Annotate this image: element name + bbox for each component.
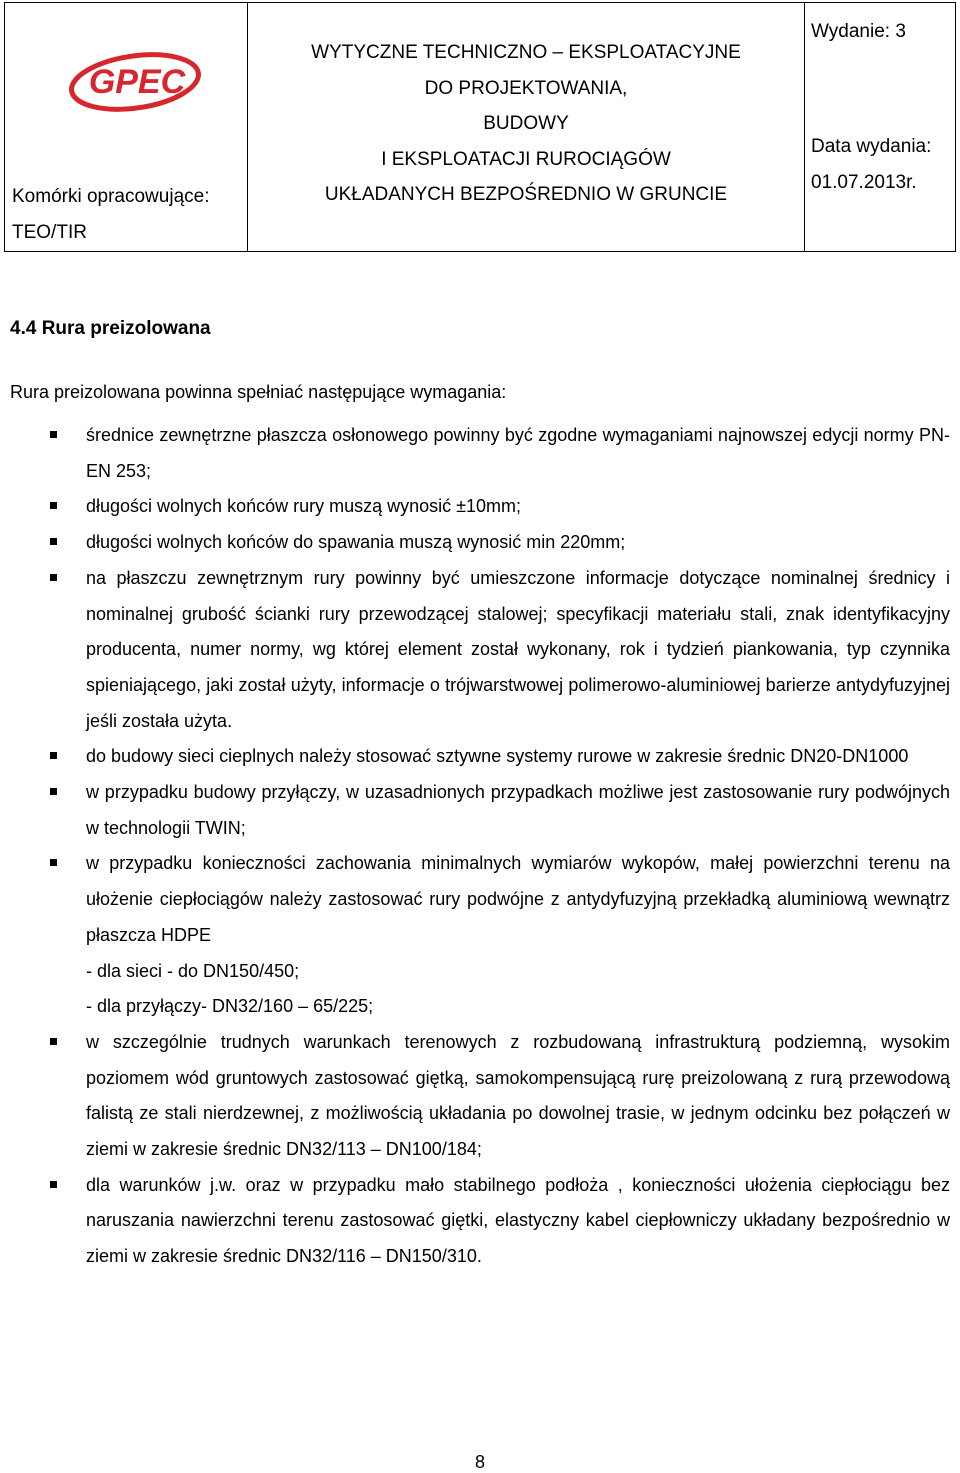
list-item (10, 418, 950, 489)
square-bullet-icon (50, 788, 57, 795)
document-header (4, 2, 956, 252)
requirement-text: w przypadku konieczności zachowania minimalnych wymiarów wykopów, małej powierzchni terenu na ułożenie ciepłociągów należy zastosować rury podwójne z antydyfuzyjną przekładką aluminiową wewnątrz płaszcza HDPE (86, 853, 950, 945)
gpec-logo (67, 47, 207, 117)
departments-label: Komórki opracowujące: (12, 186, 210, 207)
square-bullet-icon (50, 574, 57, 581)
title-line: WYTYCZNE TECHNICZNO – EKSPLOATACYJNE (311, 42, 741, 63)
header-left-cell (5, 3, 248, 251)
requirement-text: dla warunków j.w. oraz w przypadku mało stabilnego podłoża , konieczności ułożenia ciepłociągu bez naruszania nawierzchni terenu zastosować giętki, elastyczny kabel ciepłowniczy układany bezpośrednio w ziemi w zakresie średnic DN32/116 – DN150/310. (86, 1174, 950, 1267)
list-item (10, 489, 950, 525)
list-item (10, 739, 950, 775)
twin-sub-item: - dla sieci - do DN150/450; (86, 960, 300, 981)
edition-number: Wydanie: 3 (811, 21, 906, 42)
requirement-text: w przypadku budowy przyłączy, w uzasadnionych przypadkach możliwe jest zastosowanie rury podwójnych w technologii TWIN; (86, 782, 950, 838)
requirements-list (10, 418, 950, 1275)
title-line: I EKSPLOATACJI RUROCIĄGÓW (381, 148, 671, 170)
section-intro: Rura preizolowana powinna spełniać następujące wymagania: (10, 382, 507, 402)
square-bullet-icon (50, 502, 57, 509)
issue-date-block (811, 129, 931, 201)
list-item (10, 846, 950, 1025)
list-item (10, 561, 950, 740)
logo-text: GPEC (88, 63, 186, 101)
page-number: 8 (474, 1452, 485, 1472)
requirement-text: długości wolnych końców rury muszą wynosić ±10mm; (86, 496, 522, 517)
list-item (10, 1025, 950, 1168)
list-item (10, 1168, 950, 1275)
title-line: UKŁADANYCH BEZPOŚREDNIO W GRUNCIE (324, 184, 728, 206)
header-right-cell (805, 3, 955, 251)
section-title: 4.4 Rura preizolowana (10, 318, 211, 339)
square-bullet-icon (50, 1038, 57, 1045)
issue-date-value: 01.07.2013r. (811, 172, 917, 193)
issue-date-label: Data wydania: (811, 136, 932, 157)
requirement-text: w szczególnie trudnych warunkach terenowych z rozbudowaną infrastrukturą podziemną, wysokim poziomem wód gruntowych zastosować giętką, samokompensującą rurę preizolowaną z rurą przewodową falistą ze stali nierdzewnej, z możliwością układania po dowolnej trasie, w jednym odcinku bez połączeń w ziemi w zakresie średnic DN32/113 – DN100/184; (86, 1031, 950, 1160)
document-title (248, 35, 804, 213)
square-bullet-icon (50, 431, 57, 438)
requirement-text: na płaszczu zewnętrznym rury powinny być umieszczone informacje dotyczące nominalnej średnicy i nominalnej grubość ścianki rury przewodzącej stalowej; specyfikacji materiału stali, znak identyfikacyjny producenta, numer normy, wg której element został wykonany, rok i tydzień piankowania, typ czynnika spieniającego, jaki został użyty, informacje o trójwarstwowej polimerowo-aluminiowej barierze antydyfuzyjnej jeśli została użyta. (86, 567, 950, 731)
header-title-cell (248, 3, 805, 251)
list-item (10, 525, 950, 561)
list-item (10, 775, 950, 846)
departments-value: TEO/TIR (12, 222, 87, 243)
requirement-text: długości wolnych końców do spawania muszą wynosić min 220mm; (86, 532, 626, 553)
square-bullet-icon (50, 859, 57, 866)
square-bullet-icon (50, 752, 57, 759)
requirement-text: do budowy sieci cieplnych należy stosować sztywne systemy rurowe w zakresie średnic DN20-DN1000 (86, 746, 909, 767)
departments-block (12, 179, 209, 251)
title-line: DO PROJEKTOWANIA, (424, 77, 628, 99)
title-line: BUDOWY (483, 113, 569, 135)
twin-sub-item: - dla przyłączy- DN32/160 – 65/225; (86, 996, 374, 1017)
square-bullet-icon (50, 1181, 57, 1188)
requirement-text: średnice zewnętrzne płaszcza osłonowego powinny być zgodne wymaganiami najnowszej edycji normy PN-EN 253; (86, 425, 950, 481)
square-bullet-icon (50, 538, 57, 545)
